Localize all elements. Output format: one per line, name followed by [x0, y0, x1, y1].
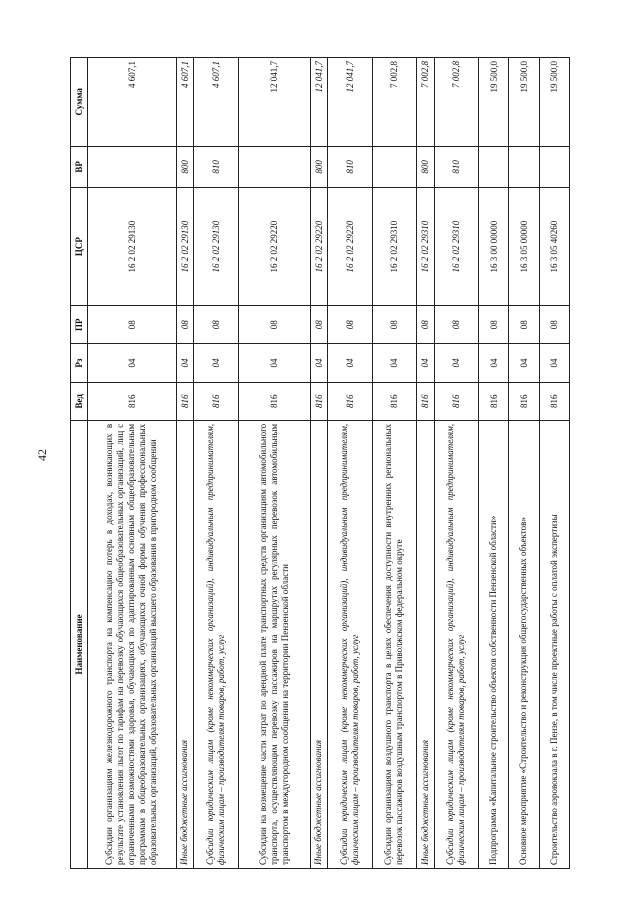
row-rz: 04: [88, 344, 177, 382]
row-sum: 12 041,7: [238, 58, 310, 147]
row-csr: 16 3 00 00000: [478, 188, 508, 306]
row-name: Субсидии юридическим лицам (кроме некоммерческих организаций), индивидуальным предпринимателям, физическим лицам – производителям товаров, работ, услуг: [194, 420, 238, 868]
row-name: Субсидии на возмещение части затрат по арендной плате транспортных средств организациям автомобильного транспорта, осуществляющим перевозку пассажиров на маршрутах регулярных перевозок автомобильным транспортом в междугородном сообщении на территории Пензенской области: [238, 420, 310, 868]
table-row: [310, 58, 328, 869]
row-csr: 16 3 05 40260: [539, 188, 569, 306]
row-ved: 816: [416, 382, 434, 420]
row-pr: 08: [539, 306, 569, 344]
row-vr: [509, 146, 539, 188]
row-ved: 816: [176, 382, 194, 420]
row-ved: 816: [310, 382, 328, 420]
row-pr: 08: [372, 306, 416, 344]
table-header-row: [71, 58, 88, 869]
row-pr: 08: [416, 306, 434, 344]
row-csr: 16 2 02 29220: [310, 188, 328, 306]
row-ved: 816: [88, 382, 177, 420]
row-name: Иные бюджетные ассигнования: [176, 420, 194, 868]
row-ved: 816: [328, 382, 372, 420]
row-vr: [372, 146, 416, 188]
row-sum: 4 607,1: [176, 58, 194, 147]
header-sum: Сумма: [71, 58, 88, 147]
row-sum: 19 500,0: [478, 58, 508, 147]
row-csr: 16 2 02 29310: [416, 188, 434, 306]
header-vr: ВР: [71, 146, 88, 188]
row-rz: 04: [478, 344, 508, 382]
row-ved: 816: [194, 382, 238, 420]
row-sum: 7 002,8: [372, 58, 416, 147]
row-ved: 816: [434, 382, 478, 420]
row-name: Основное мероприятие «Строительство и реконструкция общегосударственных объектов»: [509, 420, 539, 868]
table-row: [176, 58, 194, 869]
row-rz: 04: [416, 344, 434, 382]
row-rz: 04: [539, 344, 569, 382]
row-vr: 800: [310, 146, 328, 188]
row-name: Субсидии юридическим лицам (кроме некоммерческих организаций), индивидуальным предпринимателям, физическим лицам – производителям товаров, работ, услуг: [434, 420, 478, 868]
table-row: [539, 58, 569, 869]
row-rz: 04: [194, 344, 238, 382]
row-ved: 816: [238, 382, 310, 420]
row-name: Иные бюджетные ассигнования: [416, 420, 434, 868]
header-name: Наименование: [71, 420, 88, 868]
row-pr: 08: [194, 306, 238, 344]
row-pr: 08: [310, 306, 328, 344]
row-vr: 810: [434, 146, 478, 188]
table-row: [509, 58, 539, 869]
row-rz: 04: [310, 344, 328, 382]
row-name: Строительство аэровокзала в г. Пензе, в том числе проектные работы с оплатой экспертизы: [539, 420, 569, 868]
header-ved: Вед: [71, 382, 88, 420]
row-sum: 19 500,0: [539, 58, 569, 147]
row-ved: 816: [509, 382, 539, 420]
header-rz: Рз: [71, 344, 88, 382]
row-csr: 16 2 02 29220: [238, 188, 310, 306]
row-vr: 800: [416, 146, 434, 188]
row-sum: 19 500,0: [509, 58, 539, 147]
budget-table: [70, 57, 570, 869]
row-vr: 810: [194, 146, 238, 188]
row-name: Подпрограмма «Капитальное строительство объектов собственности Пензенской области»: [478, 420, 508, 868]
row-pr: 08: [88, 306, 177, 344]
row-csr: 16 2 02 29130: [176, 188, 194, 306]
row-sum: 12 041,7: [310, 58, 328, 147]
row-name: Субсидии юридическим лицам (кроме некоммерческих организаций), индивидуальным предпринимателям, физическим лицам – производителям товаров, работ, услуг: [328, 420, 372, 868]
row-csr: 16 3 05 00000: [509, 188, 539, 306]
row-pr: 08: [434, 306, 478, 344]
row-sum: 12 041,7: [328, 58, 372, 147]
row-vr: 800: [176, 146, 194, 188]
row-rz: 04: [176, 344, 194, 382]
table-row: [88, 58, 177, 869]
table-row: [372, 58, 416, 869]
header-csr: ЦСР: [71, 188, 88, 306]
row-rz: 04: [238, 344, 310, 382]
row-vr: [238, 146, 310, 188]
table-row: [478, 58, 508, 869]
row-pr: 08: [238, 306, 310, 344]
rotated-page: [70, 57, 570, 869]
row-name: Субсидии организациям железнодорожного транспорта на компенсацию потерь в доходах, возникающих в результате установления льгот по тарифам на перевозку обучающихся общеобразовательных организаций, лиц с ограниченными возможностями здоровья, обучающихся по адаптированным основным общеобразовательным программам в общеобразовательных организациях, обучающихся очной формы обучения профессиональных образовательных организаций, образовательных организаций высшего образования в пригородном сообщении: [88, 420, 177, 868]
row-sum: 4 607,1: [88, 58, 177, 147]
row-pr: 08: [176, 306, 194, 344]
table-row: [416, 58, 434, 869]
row-ved: 816: [539, 382, 569, 420]
table-row: [194, 58, 238, 869]
table-row: [328, 58, 372, 869]
row-csr: 16 2 02 29220: [328, 188, 372, 306]
row-vr: [478, 146, 508, 188]
row-pr: 08: [328, 306, 372, 344]
row-pr: 08: [509, 306, 539, 344]
row-name: Иные бюджетные ассигнования: [310, 420, 328, 868]
row-pr: 08: [478, 306, 508, 344]
row-rz: 04: [328, 344, 372, 382]
row-vr: [539, 146, 569, 188]
page-number: 42: [35, 449, 49, 461]
row-rz: 04: [372, 344, 416, 382]
row-csr: 16 2 02 29130: [88, 188, 177, 306]
row-ved: 816: [372, 382, 416, 420]
row-csr: 16 2 02 29130: [194, 188, 238, 306]
row-name: Субсидии организациям воздушного транспорта в целях обеспечения доступности внутренних региональных перевозок пассажиров воздушным транспортом в Приволжском федеральном округе: [372, 420, 416, 868]
row-vr: [88, 146, 177, 188]
row-sum: 4 607,1: [194, 58, 238, 147]
row-csr: 16 2 02 29310: [434, 188, 478, 306]
row-vr: 810: [328, 146, 372, 188]
row-sum: 7 002,8: [434, 58, 478, 147]
row-csr: 16 2 02 29310: [372, 188, 416, 306]
row-ved: 816: [478, 382, 508, 420]
table-row: [238, 58, 310, 869]
header-pr: ПР: [71, 306, 88, 344]
row-sum: 7 002,8: [416, 58, 434, 147]
row-rz: 04: [434, 344, 478, 382]
row-rz: 04: [509, 344, 539, 382]
table-row: [434, 58, 478, 869]
